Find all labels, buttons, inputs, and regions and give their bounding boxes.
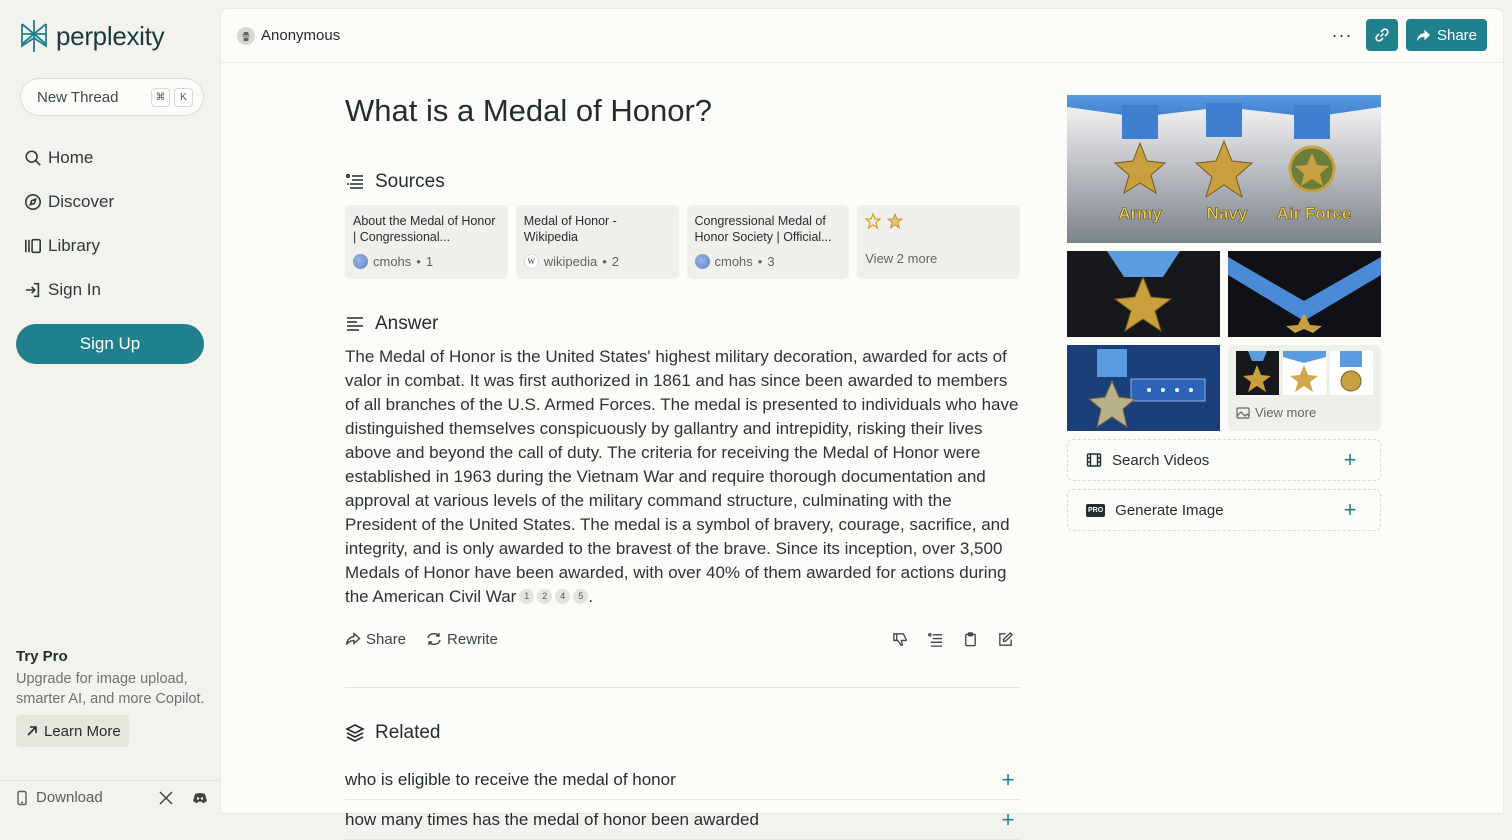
sources-icon xyxy=(345,172,365,192)
sources-heading-label: Sources xyxy=(375,171,445,192)
citation[interactable]: 5 xyxy=(573,589,588,604)
source-index: 2 xyxy=(611,254,620,269)
download-link[interactable] xyxy=(14,789,158,806)
cmd-key: ⌘ xyxy=(151,88,170,107)
learn-more-button[interactable] xyxy=(16,715,129,747)
download-label: Download xyxy=(36,789,103,806)
new-thread-button[interactable] xyxy=(20,78,204,116)
learn-more-label: Learn More xyxy=(44,722,121,740)
answer-icon xyxy=(345,314,365,334)
view-more-sources-label: View 2 more xyxy=(865,251,938,266)
related-question: who is eligible to receive the medal of honor xyxy=(345,769,676,789)
plus-icon: + xyxy=(1343,447,1357,472)
sidebar xyxy=(0,0,220,814)
search-videos-label: Search Videos xyxy=(1112,451,1210,469)
sign-up-button[interactable]: Sign Up xyxy=(16,324,204,364)
sidebar-item-label: Sign In xyxy=(48,280,101,299)
meta-dot: • xyxy=(757,254,763,269)
related-heading-label: Related xyxy=(375,722,441,743)
source-title: Congressional Medal of Honor Society | Official... xyxy=(694,214,832,244)
answer-icon-actions xyxy=(892,631,1020,648)
sidebar-item-home[interactable] xyxy=(16,136,204,180)
share-label: Share xyxy=(1436,26,1477,44)
wikipedia-favicon-icon: W xyxy=(524,254,539,269)
sidebar-item-label: Library xyxy=(48,236,100,255)
main-panel xyxy=(220,8,1504,832)
library-icon xyxy=(24,237,42,255)
source-card[interactable] xyxy=(345,205,508,279)
try-pro-description: Upgrade for image upload, smarter AI, and more Copilot. xyxy=(16,671,205,707)
sources-list xyxy=(345,205,1020,279)
view-more-sources-card[interactable] xyxy=(857,205,1020,279)
rewrite-button[interactable] xyxy=(426,631,498,648)
sources-heading xyxy=(345,171,1020,193)
sidebar-footer xyxy=(0,780,220,814)
k-key: K xyxy=(174,88,193,107)
medals-image[interactable] xyxy=(1067,95,1381,243)
citation[interactable]: 2 xyxy=(537,589,552,604)
more-options-button[interactable]: ··· xyxy=(1331,24,1353,45)
medal-image[interactable] xyxy=(1067,251,1220,337)
phone-icon xyxy=(14,790,30,806)
meta-dot: • xyxy=(416,254,421,269)
try-pro-title: Try Pro xyxy=(16,648,68,665)
user-indicator[interactable] xyxy=(237,27,340,45)
source-index: 3 xyxy=(767,254,775,269)
source-card[interactable] xyxy=(516,205,679,279)
citation[interactable]: 4 xyxy=(555,589,570,604)
thread-content xyxy=(345,63,1020,840)
logo-text: perplexity xyxy=(56,20,165,51)
view-more-images[interactable] xyxy=(1228,345,1381,431)
discord-icon[interactable] xyxy=(192,790,208,806)
meta-dot: • xyxy=(602,254,607,269)
thumbnail xyxy=(1330,351,1373,395)
answer-actions xyxy=(345,625,1020,653)
share-icon xyxy=(1416,28,1431,43)
star-icon xyxy=(865,213,881,229)
new-thread-label: New Thread xyxy=(37,88,119,106)
film-icon xyxy=(1086,452,1102,468)
generate-image-label: Generate Image xyxy=(1115,501,1224,519)
view-more-images-label-row xyxy=(1236,405,1373,420)
thumbs-down-icon[interactable] xyxy=(892,631,909,648)
image-grid xyxy=(1067,251,1381,431)
logo[interactable] xyxy=(18,18,164,54)
more-sources-icons xyxy=(865,213,1012,229)
share-icon xyxy=(345,631,361,647)
search-icon xyxy=(24,149,42,167)
related-question: how many times has the medal of honor been awarded xyxy=(345,809,759,829)
share-button[interactable] xyxy=(1406,19,1487,51)
medal-image[interactable] xyxy=(1228,251,1381,337)
top-actions xyxy=(1326,19,1487,51)
page-title: What is a Medal of Honor? xyxy=(345,93,713,128)
medal-image[interactable] xyxy=(1067,345,1220,431)
source-index: 1 xyxy=(425,254,434,269)
related-list xyxy=(345,760,1020,840)
try-pro-panel xyxy=(16,648,206,747)
rewrite-label: Rewrite xyxy=(447,630,498,648)
compass-icon xyxy=(24,193,42,211)
source-title: Medal of Honor - Wikipedia xyxy=(523,214,617,244)
view-more-images-label: View more xyxy=(1255,405,1317,420)
related-item[interactable] xyxy=(345,760,1020,800)
cmohs-favicon-icon xyxy=(695,254,710,269)
source-title: About the Medal of Honor | Congressional... xyxy=(353,214,496,244)
answer-heading xyxy=(345,313,1020,335)
layers-icon xyxy=(345,723,365,743)
x-twitter-icon[interactable] xyxy=(158,790,174,806)
rewrite-icon xyxy=(426,631,442,647)
cmohs-favicon-icon xyxy=(353,254,368,269)
media-panel xyxy=(1067,95,1381,531)
answer-body: The Medal of Honor is the United States' highest military decoration, awarded for acts of valor in combat. It was first authorized in 1861 and has since been awarded to members of all branches of the U.S. Armed Forces. The medal is presented to individuals who have distinguished themselves conspicuously by gallantry and intrepidity, risking their lives above and beyond the call of duty. The criteria for receiving the Medal of Honor were established in 1963 during the Vietnam War and require thorough documentation and approval at various levels of the military command structure, culminating with the President of the United States. The medal is a symbol of bravery, courage, sacrifice, and integrity, and is only awarded to the bravest of the brave. Since its inception, over 3,500 Medals of Honor have been awarded, with over 40% of them awarded for actions during the American Civil War xyxy=(345,347,1019,606)
answer-text xyxy=(345,345,1020,609)
medal-star-icon xyxy=(887,213,903,229)
plus-icon: + xyxy=(1343,497,1357,522)
share-answer-label: Share xyxy=(366,630,407,648)
edit-icon[interactable] xyxy=(997,631,1014,648)
user-name: Anonymous xyxy=(261,27,341,44)
sidebar-item-sign-in[interactable] xyxy=(16,268,204,312)
copy-link-button[interactable] xyxy=(1366,19,1398,51)
source-card[interactable] xyxy=(687,205,850,279)
related-item[interactable] xyxy=(345,800,1020,840)
army-label: Army xyxy=(1118,204,1162,223)
answer-heading-label: Answer xyxy=(375,313,439,334)
related-heading xyxy=(345,722,1020,744)
sidebar-item-label: Home xyxy=(48,148,94,167)
thumbnail xyxy=(1283,351,1326,395)
sources-list-icon[interactable] xyxy=(927,631,944,648)
source-site: wikipedia xyxy=(543,254,598,269)
pro-badge: PRO xyxy=(1086,504,1105,517)
source-meta xyxy=(695,254,842,269)
sidebar-nav xyxy=(16,136,204,312)
air-force-label: Air Force xyxy=(1276,204,1352,223)
sidebar-item-discover[interactable] xyxy=(16,180,204,224)
image-thumbnails xyxy=(1236,351,1373,395)
generate-image-button[interactable] xyxy=(1067,489,1381,531)
plus-icon: + xyxy=(1001,766,1015,792)
source-site: cmohs xyxy=(373,254,412,269)
plus-icon: + xyxy=(1001,806,1015,832)
link-icon xyxy=(1373,26,1391,44)
answer-end: . xyxy=(588,587,594,606)
thumbnail xyxy=(1236,351,1279,395)
sign-in-icon xyxy=(24,281,42,299)
perplexity-logo-icon xyxy=(18,18,50,54)
image-icon xyxy=(1236,406,1250,420)
anonymous-avatar-icon xyxy=(237,27,255,45)
source-meta xyxy=(524,254,671,269)
source-meta xyxy=(353,254,500,269)
sidebar-item-label: Discover xyxy=(48,192,115,211)
top-bar xyxy=(221,9,1503,63)
citation[interactable]: 1 xyxy=(519,589,534,604)
navy-label: Navy xyxy=(1206,204,1248,223)
sidebar-item-library[interactable] xyxy=(16,224,204,268)
source-site: cmohs xyxy=(714,254,753,269)
search-videos-button[interactable] xyxy=(1067,439,1381,481)
arrow-up-right-icon xyxy=(26,725,38,737)
divider xyxy=(345,687,1020,688)
copy-icon[interactable] xyxy=(962,631,979,648)
share-answer-button[interactable] xyxy=(345,631,406,648)
